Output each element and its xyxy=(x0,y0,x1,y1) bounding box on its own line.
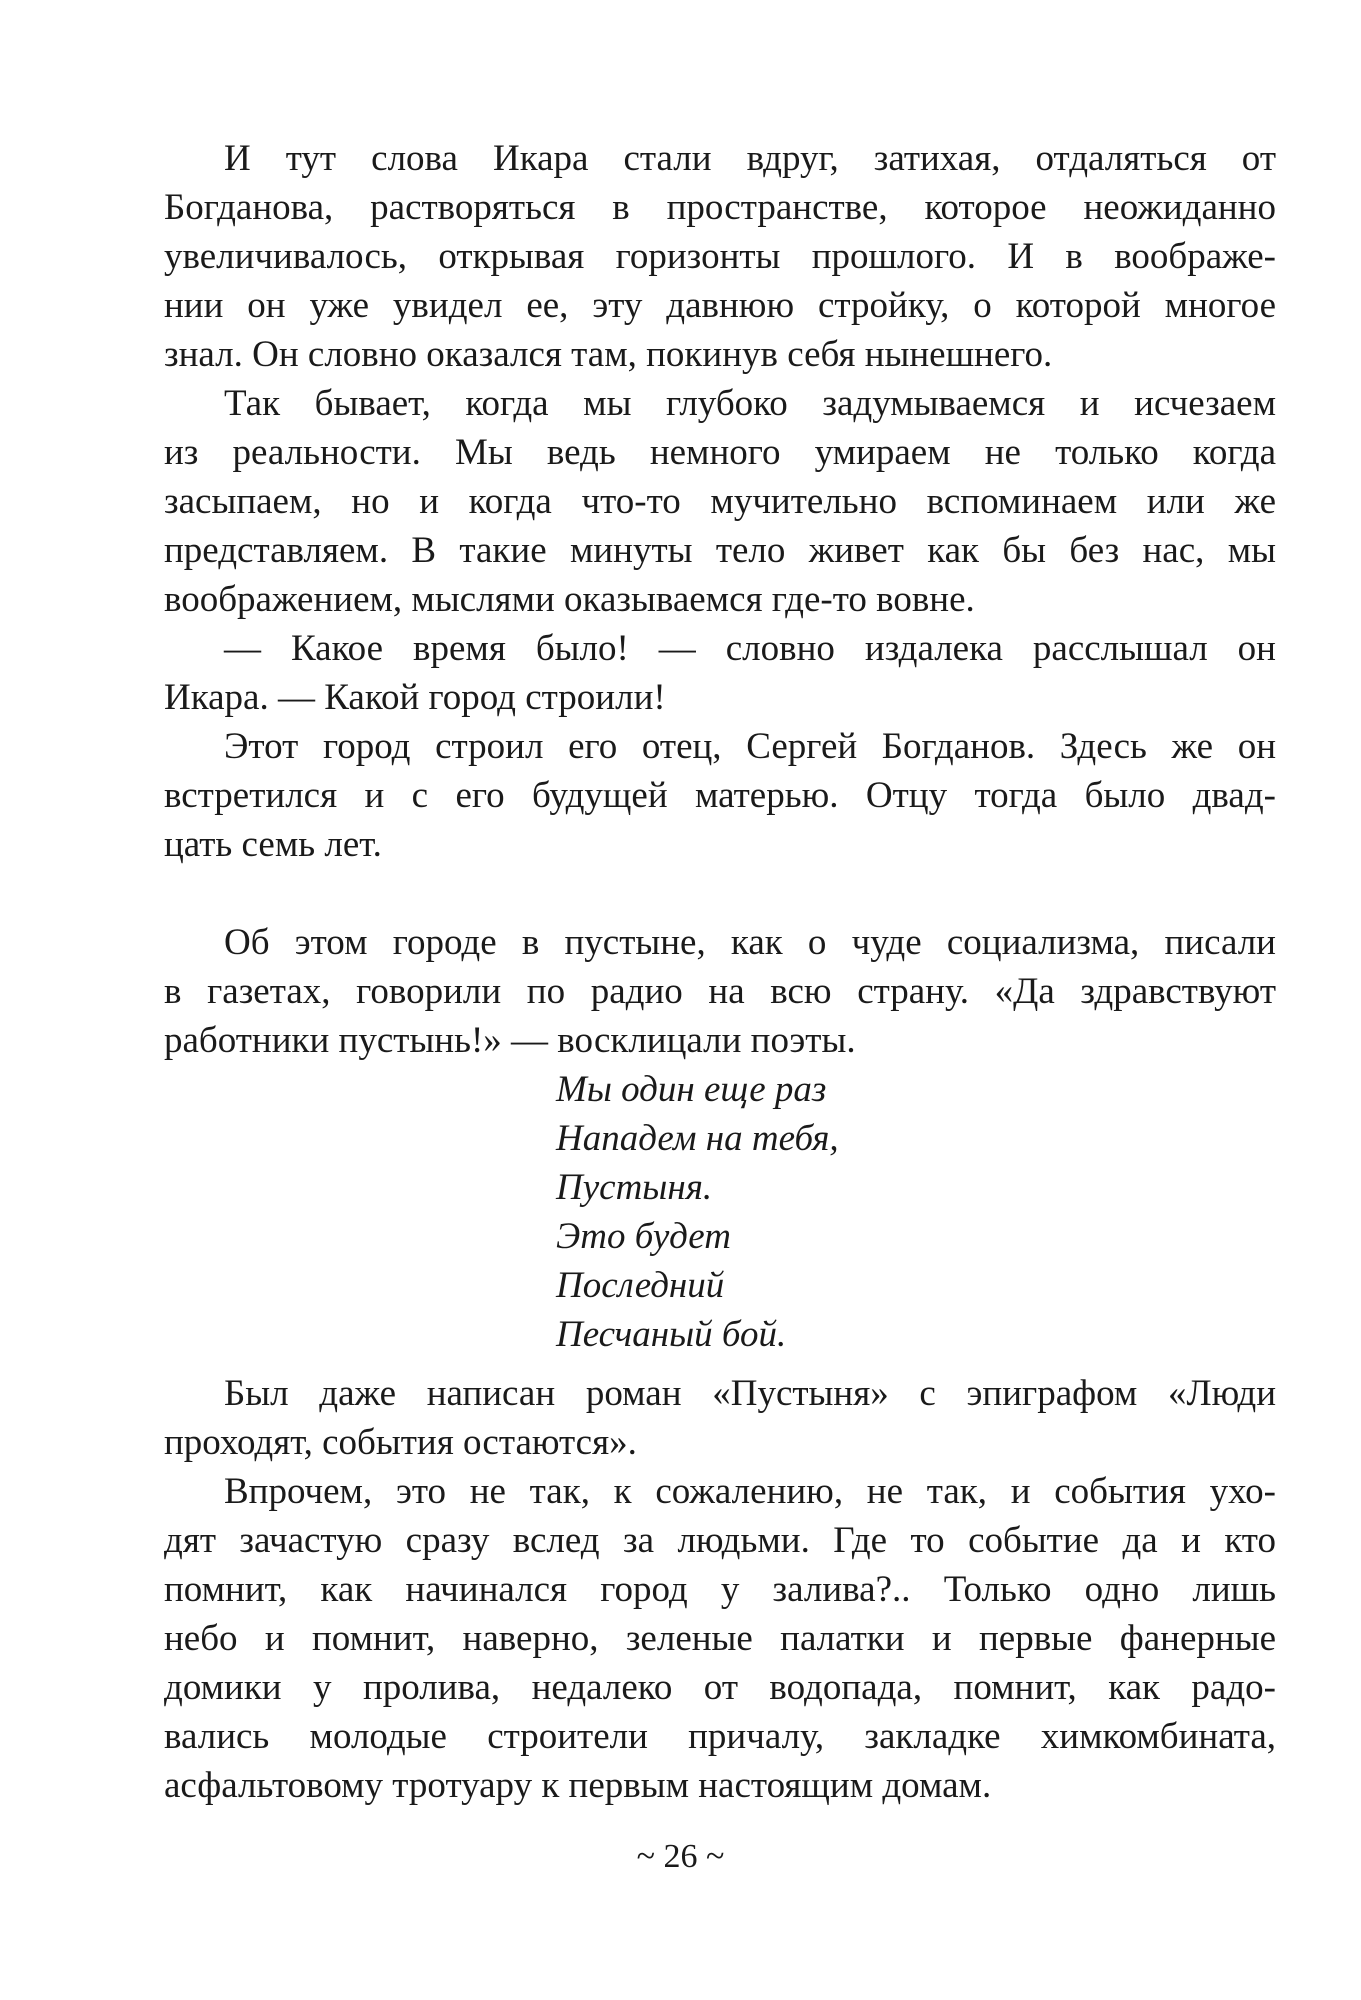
text-line: Икара. — Какой город строили! xyxy=(164,677,666,718)
text-line: Был даже написан роман «Пустыня» с эпиграфом «Люди xyxy=(224,1373,1276,1414)
poem-line: Нападем на тебя, xyxy=(556,1118,839,1159)
text-line: в газетах, говорили по радио на всю страну. «Да здравствуют xyxy=(164,971,1276,1012)
text-line: знал. Он словно оказался там, покинув себя нынешнего. xyxy=(164,334,1053,375)
text-line: увеличивалось, открывая горизонты прошлого. И в воображе- xyxy=(164,236,1276,277)
text-line: домики у пролива, недалеко от водопада, помнит, как радо- xyxy=(164,1667,1276,1708)
section-gap xyxy=(164,869,1276,918)
text-line: воображением, мыслями оказываемся где-то вовне. xyxy=(164,579,975,620)
poem-line: Последний xyxy=(556,1265,725,1306)
text-line: работники пустынь!» — восклицали поэты. xyxy=(164,1020,856,1061)
poem-gap xyxy=(164,1359,1276,1369)
text-line: засыпаем, но и когда что-то мучительно вспоминаем или же xyxy=(164,481,1276,522)
text-line: проходят, события остаются». xyxy=(164,1422,637,1463)
paragraph xyxy=(164,918,1276,1065)
poem-line: Мы один еще раз xyxy=(556,1069,827,1110)
text-line: Богданова, растворяться в пространстве, которое неожиданно xyxy=(164,187,1276,228)
text-line: встретился и с его будущей матерью. Отцу тогда было двад- xyxy=(164,775,1276,816)
text-line: цать семь лет. xyxy=(164,824,382,865)
page-number: ~ 26 ~ xyxy=(636,1838,725,1875)
text-line: из реальности. Мы ведь немного умираем не только когда xyxy=(164,432,1276,473)
text-line: — Какое время было! — словно издалека расслышал он xyxy=(224,628,1276,669)
paragraph xyxy=(164,134,1276,379)
poem-line: Песчаный бой. xyxy=(556,1314,787,1355)
text-line: асфальтовому тротуару к первым настоящим домам. xyxy=(164,1765,992,1806)
text-line: дят зачастую сразу вслед за людьми. Где то событие да и кто xyxy=(164,1520,1276,1561)
text-line: помнит, как начинался город у залива?.. Только одно лишь xyxy=(164,1569,1276,1610)
paragraph xyxy=(164,379,1276,624)
poem-line: Пустыня. xyxy=(556,1167,713,1208)
paragraph xyxy=(164,624,1276,722)
paragraph xyxy=(164,722,1276,869)
text-line: вались молодые строители причалу, закладке химкомбината, xyxy=(164,1716,1276,1757)
text-line: небо и помнит, наверно, зеленые палатки и первые фанерные xyxy=(164,1618,1276,1659)
text-line: Так бывает, когда мы глубоко задумываемся и исчезаем xyxy=(224,383,1276,424)
paragraph xyxy=(164,1467,1276,1810)
text-line: нии он уже увидел ее, эту давнюю стройку, о которой многое xyxy=(164,285,1276,326)
text-line: И тут слова Икара стали вдруг, затихая, отдаляться от xyxy=(224,138,1276,179)
poem xyxy=(164,1065,1276,1359)
text-line: Об этом городе в пустыне, как о чуде социализма, писали xyxy=(224,922,1276,963)
poem-line: Это будет xyxy=(556,1216,731,1257)
text-line: Впрочем, это не так, к сожалению, не так, и события ухо- xyxy=(224,1471,1276,1512)
text-line: представляем. В такие минуты тело живет как бы без нас, мы xyxy=(164,530,1276,571)
body-text xyxy=(164,134,1276,1810)
text-line: Этот город строил его отец, Сергей Богданов. Здесь же он xyxy=(224,726,1276,767)
paragraph xyxy=(164,1369,1276,1467)
